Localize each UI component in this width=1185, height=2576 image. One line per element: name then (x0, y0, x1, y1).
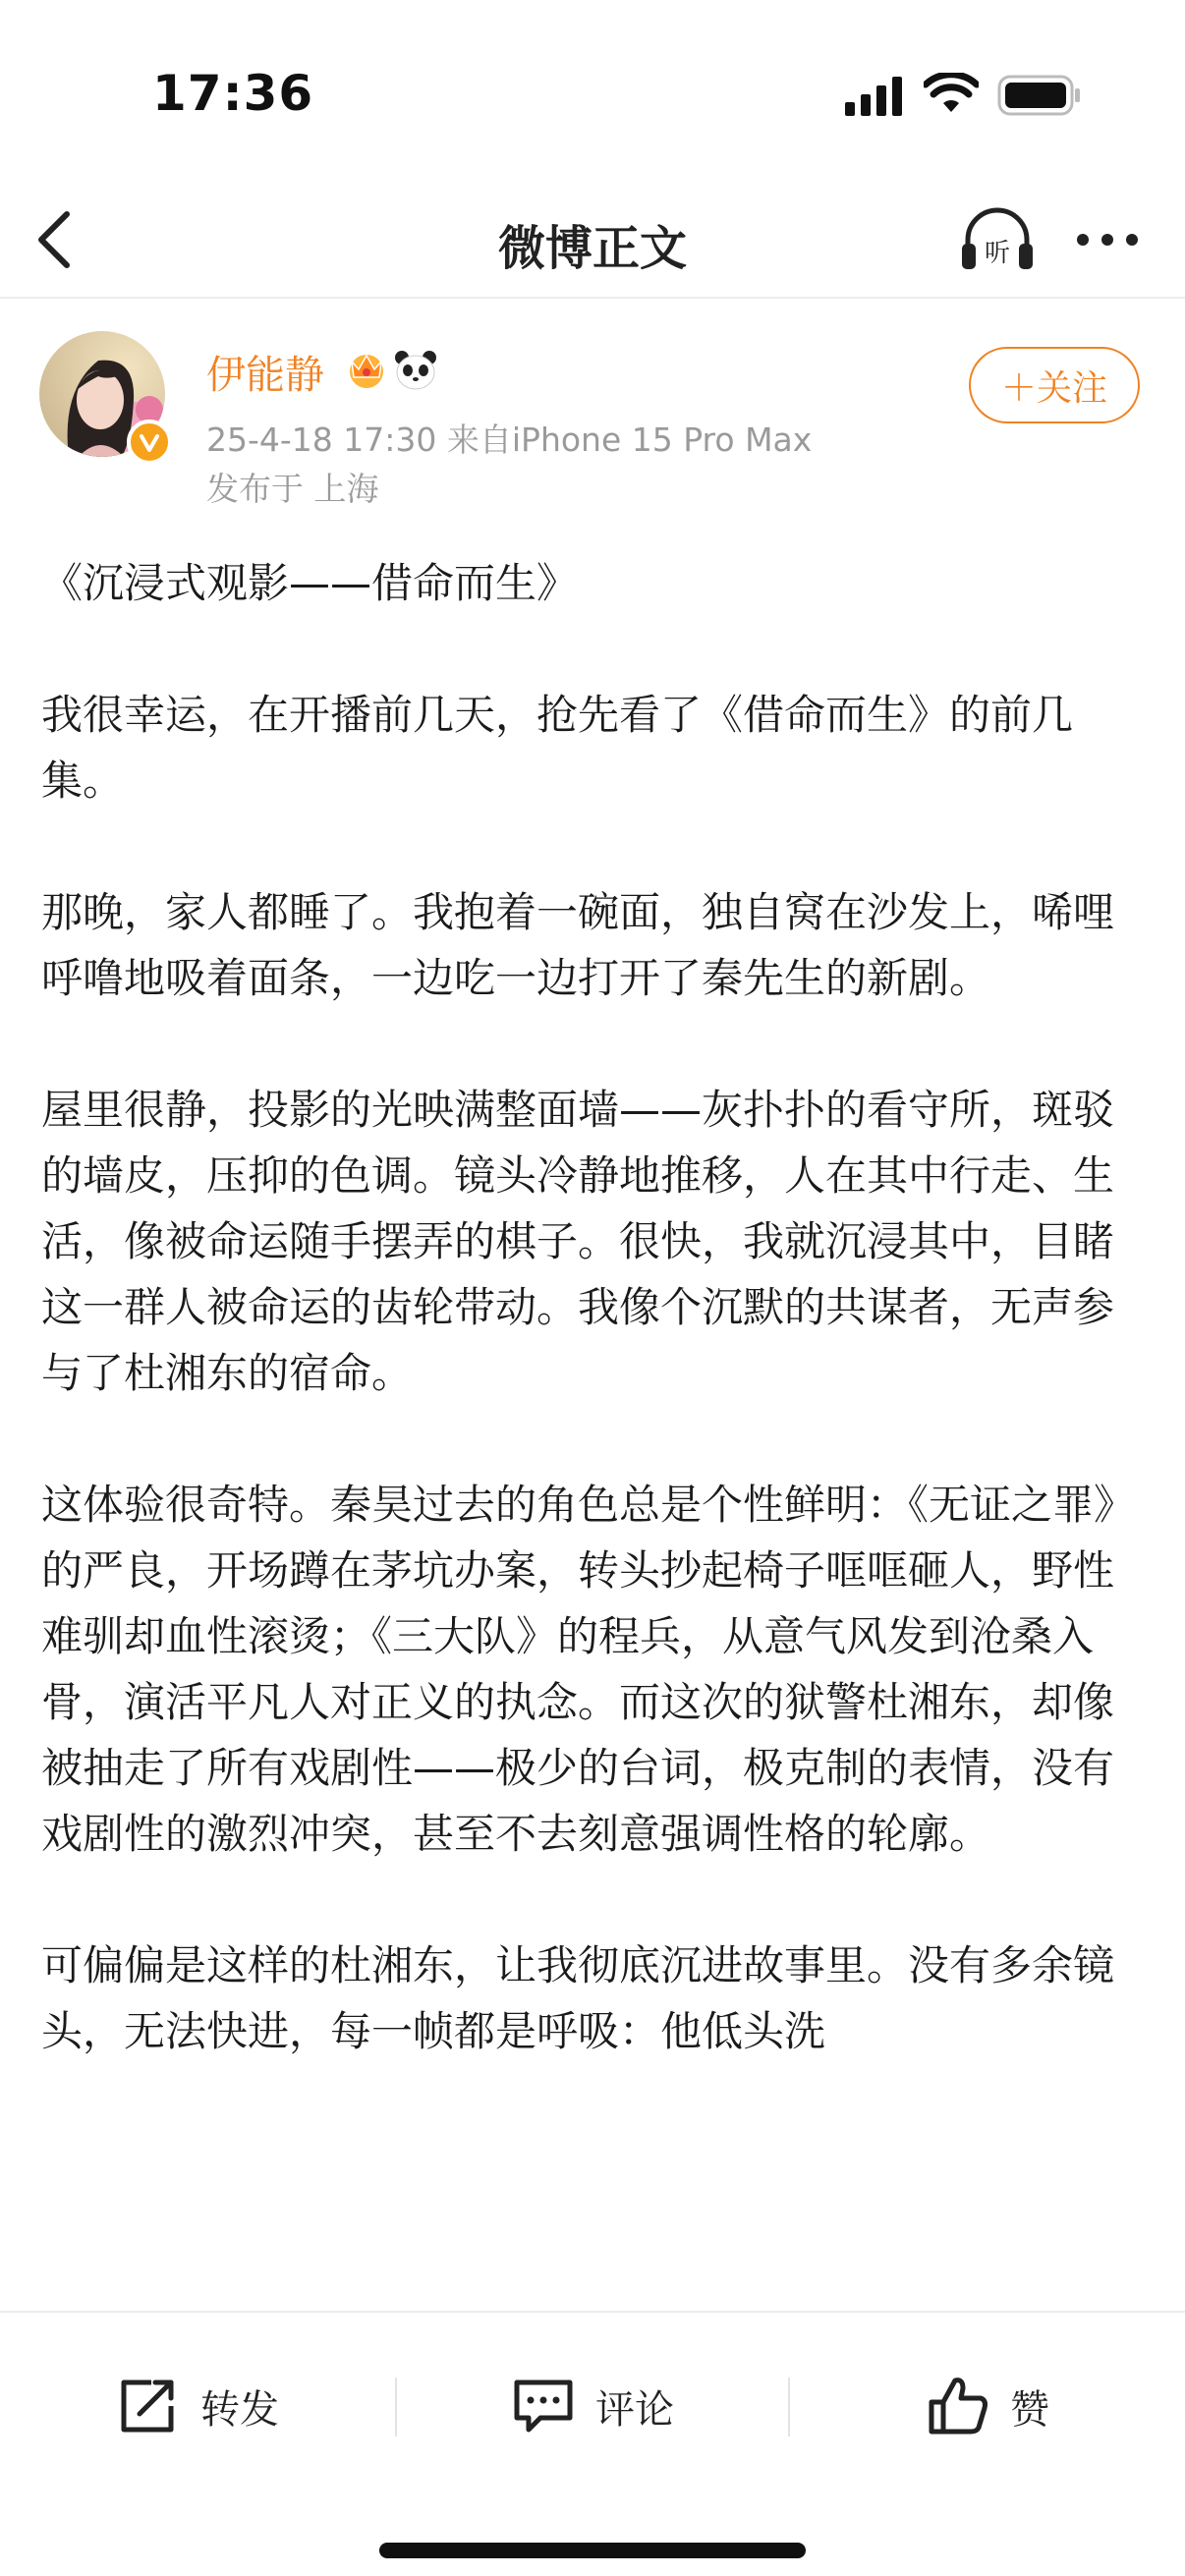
cellular-signal-icon (845, 77, 906, 116)
post-paragraph: 屋里很静，投影的光映满整面墙——灰扑扑的看守所，斑驳的墙皮，压抑的色调。镜头冷静地推移，人在其中行走、生活，像被命运随手摆弄的棋子。很快，我就沉浸其中，目睹这一群人被命运的齿轮带动。我像个沉默的共谋者，无声参与了杜湘东的宿命。 (41, 1086, 1115, 1397)
wifi-icon (924, 73, 979, 116)
like-label: 赞 (1010, 2386, 1049, 2433)
status-time: 17:36 (152, 65, 314, 122)
username[interactable]: 伊能静 (206, 353, 324, 398)
post-paragraph: 可偏偏是这样的杜湘东，让我彻底沉进故事里。没有多余镜头，无法快进，每一帧都是呼吸：他低头洗 (41, 1941, 1115, 2055)
listen-label: 听 (984, 239, 1011, 268)
thumbs-up-icon (926, 2375, 990, 2437)
divider (395, 2378, 397, 2436)
comment-label: 评论 (595, 2386, 674, 2433)
repost-button[interactable] (116, 2374, 279, 2438)
post-body (41, 550, 1152, 2130)
repost-label: 转发 (200, 2386, 279, 2433)
follow-button[interactable]: ＋关注 (969, 347, 1140, 423)
more-options-icon[interactable] (1073, 220, 1142, 259)
post-location: 发布于 上海 (206, 470, 379, 508)
repost-icon (116, 2375, 181, 2437)
action-bar (0, 2311, 1185, 2576)
like-button[interactable] (926, 2374, 1049, 2438)
post-paragraph: 这体验很奇特。秦昊过去的角色总是个性鲜明：《无证之罪》的严良，开场蹲在茅坑办案，转头抄起椅子哐哐砸人，野性难驯却血性滚烫；《三大队》的程兵，从意气风发到沧桑入骨，演活平凡人对正义的执念。而这次的狱警杜湘东，却像被抽走了所有戏剧性——极少的台词，极克制的表情，没有戏剧性的激烈冲突，甚至不去刻意强调性格的轮廓。 (41, 1481, 1136, 1858)
comment-icon (511, 2375, 576, 2437)
post-timestamp-source: 25-4-18 17:30 来自iPhone 15 Pro Max (206, 420, 813, 459)
verified-badge-icon (127, 420, 172, 465)
listen-headphones-icon[interactable] (958, 204, 1037, 275)
post-paragraph: 《沉浸式观影——借命而生》 (41, 559, 579, 607)
home-indicator (379, 2543, 806, 2558)
page-title: 微博正文 (497, 221, 687, 276)
divider (788, 2378, 790, 2436)
post-paragraph: 那晚，家人都睡了。我抱着一碗面，独自窝在沙发上，唏哩呼噜地吸着面条，一边吃一边打开了秦先生的新剧。 (41, 888, 1115, 1002)
crown-vip-icon (344, 348, 389, 389)
status-bar (0, 0, 1185, 187)
post-paragraph: 我很幸运，在开播前几天，抢先看了《借命而生》的前几集。 (41, 691, 1074, 805)
battery-icon (997, 75, 1082, 116)
nav-bar (0, 187, 1185, 299)
comment-button[interactable] (511, 2374, 674, 2438)
panda-icon (393, 348, 438, 391)
